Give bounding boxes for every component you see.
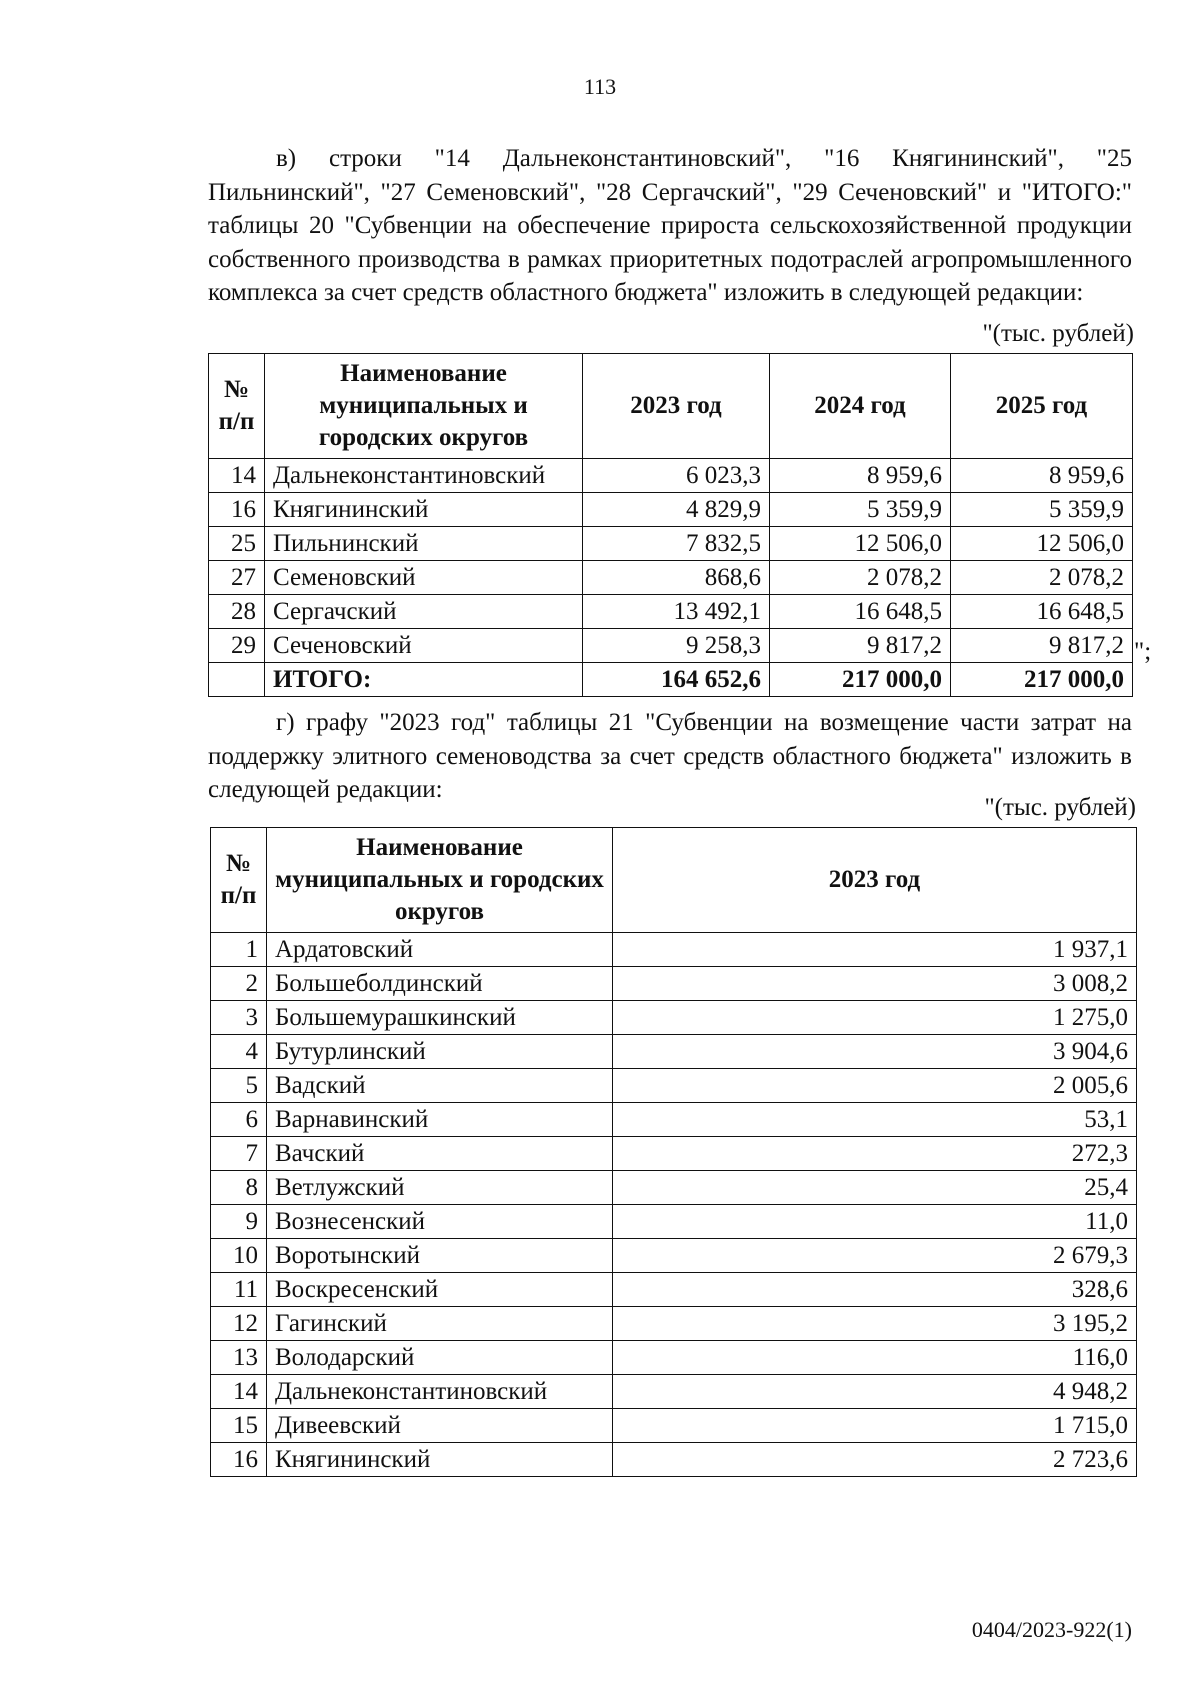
row-number: 14	[209, 459, 265, 493]
row-number: 14	[211, 1375, 267, 1409]
table-row	[211, 1001, 1137, 1035]
table-21-header-name: Наименование муниципальных и городских округов	[267, 828, 613, 933]
row-number: 6	[211, 1103, 267, 1137]
value-2023: 116,0	[613, 1341, 1137, 1375]
table-20-header-2025: 2025 год	[951, 354, 1133, 459]
table-row	[211, 1273, 1137, 1307]
row-number: 15	[211, 1409, 267, 1443]
municipality-name: Большеболдинский	[267, 967, 613, 1001]
value-2025: 2 078,2	[951, 561, 1133, 595]
table-row	[209, 493, 1133, 527]
row-number: 29	[209, 629, 265, 663]
value-2023: 9 258,3	[583, 629, 770, 663]
table-21-unit-label: "(тыс. рублей)	[984, 794, 1136, 821]
row-number: 10	[211, 1239, 267, 1273]
value-2023: 328,6	[613, 1273, 1137, 1307]
table-21-header-2023: 2023 год	[613, 828, 1137, 933]
municipality-name: Дальнеконстантиновский	[267, 1375, 613, 1409]
municipality-name: Дальнеконстантиновский	[265, 459, 583, 493]
table-row	[211, 1443, 1137, 1477]
value-2024: 5 359,9	[770, 493, 951, 527]
value-2025: 8 959,6	[951, 459, 1133, 493]
row-number: 2	[211, 967, 267, 1001]
value-2024: 8 959,6	[770, 459, 951, 493]
row-number: 12	[211, 1307, 267, 1341]
value-2023: 13 492,1	[583, 595, 770, 629]
value-2023: 1 275,0	[613, 1001, 1137, 1035]
municipality-name: Ветлужский	[267, 1171, 613, 1205]
total-2024: 217 000,0	[770, 663, 951, 697]
row-number: 13	[211, 1341, 267, 1375]
municipality-name: Большемурашкинский	[267, 1001, 613, 1035]
value-2023: 272,3	[613, 1137, 1137, 1171]
value-2023: 1 715,0	[613, 1409, 1137, 1443]
municipality-name: Вознесенский	[267, 1205, 613, 1239]
table-row	[211, 1341, 1137, 1375]
table-row	[211, 933, 1137, 967]
municipality-name: Княгининский	[265, 493, 583, 527]
municipality-name: Княгининский	[267, 1443, 613, 1477]
municipality-name: Володарский	[267, 1341, 613, 1375]
value-2025: 12 506,0	[951, 527, 1133, 561]
value-2023: 4 948,2	[613, 1375, 1137, 1409]
row-number: 27	[209, 561, 265, 595]
table-row	[209, 595, 1133, 629]
row-number: 16	[209, 493, 265, 527]
row-number: 5	[211, 1069, 267, 1103]
total-2023: 164 652,6	[583, 663, 770, 697]
value-2023: 868,6	[583, 561, 770, 595]
value-2023: 4 829,9	[583, 493, 770, 527]
value-2023: 11,0	[613, 1205, 1137, 1239]
value-2023: 1 937,1	[613, 933, 1137, 967]
row-number: 3	[211, 1001, 267, 1035]
row-number: 9	[211, 1205, 267, 1239]
value-2023: 25,4	[613, 1171, 1137, 1205]
value-2023: 6 023,3	[583, 459, 770, 493]
table-20-header-row	[209, 354, 1133, 459]
table-row	[211, 1035, 1137, 1069]
row-number: 28	[209, 595, 265, 629]
municipality-name: Сеченовский	[265, 629, 583, 663]
table-row	[211, 1137, 1137, 1171]
municipality-name: Пильнинский	[265, 527, 583, 561]
table-20-header-name: Наименование муниципальных и городских округов	[265, 354, 583, 459]
row-number: 25	[209, 527, 265, 561]
total-row-number	[209, 663, 265, 697]
municipality-name: Дивеевский	[267, 1409, 613, 1443]
value-2025: 16 648,5	[951, 595, 1133, 629]
table-row	[211, 1171, 1137, 1205]
total-label: ИТОГО:	[265, 663, 583, 697]
value-2024: 2 078,2	[770, 561, 951, 595]
value-2023: 2 005,6	[613, 1069, 1137, 1103]
table-21-header-row	[211, 828, 1137, 933]
table-20	[208, 353, 1133, 697]
municipality-name: Гагинский	[267, 1307, 613, 1341]
table-row	[211, 1375, 1137, 1409]
table-row	[211, 967, 1137, 1001]
value-2025: 9 817,2	[951, 629, 1133, 663]
table-row	[211, 1205, 1137, 1239]
table-total-row	[209, 663, 1133, 697]
table-20-body	[209, 459, 1133, 697]
value-2023: 2 723,6	[613, 1443, 1137, 1477]
value-2024: 9 817,2	[770, 629, 951, 663]
table-row	[209, 561, 1133, 595]
value-2023: 2 679,3	[613, 1239, 1137, 1273]
section-g-paragraph: г) графу "2023 год" таблицы 21 "Субвенции на возмещение части затрат на поддержку элитного семеноводства за счет средств областного бюджета" изложить в следующей редакции:	[208, 709, 1132, 803]
table-row	[211, 1409, 1137, 1443]
municipality-name: Семеновский	[265, 561, 583, 595]
municipality-name: Сергачский	[265, 595, 583, 629]
value-2025: 5 359,9	[951, 493, 1133, 527]
value-2024: 16 648,5	[770, 595, 951, 629]
table-row	[209, 527, 1133, 561]
document-code: 0404/2023-922(1)	[971, 1617, 1132, 1642]
table-21-body	[211, 933, 1137, 1477]
table-row	[211, 1103, 1137, 1137]
row-number: 8	[211, 1171, 267, 1205]
municipality-name: Бутурлинский	[267, 1035, 613, 1069]
row-number: 7	[211, 1137, 267, 1171]
value-2024: 12 506,0	[770, 527, 951, 561]
table-20-header-2024: 2024 год	[770, 354, 951, 459]
total-2025: 217 000,0	[951, 663, 1133, 697]
page-number: 113	[583, 74, 617, 99]
municipality-name: Вадский	[267, 1069, 613, 1103]
table-20-closing-mark: ";	[1134, 638, 1152, 665]
table-row	[211, 1069, 1137, 1103]
table-21-header-num: № п/п	[211, 828, 267, 933]
municipality-name: Ардатовский	[267, 933, 613, 967]
municipality-name: Воскресенский	[267, 1273, 613, 1307]
table-row	[209, 459, 1133, 493]
table-21	[210, 827, 1137, 1477]
row-number: 11	[211, 1273, 267, 1307]
value-2023: 3 195,2	[613, 1307, 1137, 1341]
table-20-unit-label: "(тыс. рублей)	[982, 320, 1134, 347]
row-number: 1	[211, 933, 267, 967]
row-number: 4	[211, 1035, 267, 1069]
municipality-name: Воротынский	[267, 1239, 613, 1273]
value-2023: 3 904,6	[613, 1035, 1137, 1069]
table-20-header-num: № п/п	[209, 354, 265, 459]
municipality-name: Вачский	[267, 1137, 613, 1171]
value-2023: 7 832,5	[583, 527, 770, 561]
section-v-paragraph: в) строки "14 Дальнеконстантиновский", "16 Княгининский", "25 Пильнинский", "27 Семеновский", "28 Сергачский", "29 Сеченовский" и "ИТОГО:" таблицы 20 "Субвенции на обеспечение прироста сельскохозяйственной продукции собственного производства в рамках приоритетных подотраслей агропромышленного комплекса за счет средств областного бюджета" изложить в следующей редакции:	[208, 145, 1132, 306]
row-number: 16	[211, 1443, 267, 1477]
table-row	[211, 1239, 1137, 1273]
value-2023: 53,1	[613, 1103, 1137, 1137]
municipality-name: Варнавинский	[267, 1103, 613, 1137]
table-20-header-2023: 2023 год	[583, 354, 770, 459]
value-2023: 3 008,2	[613, 967, 1137, 1001]
table-row	[211, 1307, 1137, 1341]
table-row	[209, 629, 1133, 663]
